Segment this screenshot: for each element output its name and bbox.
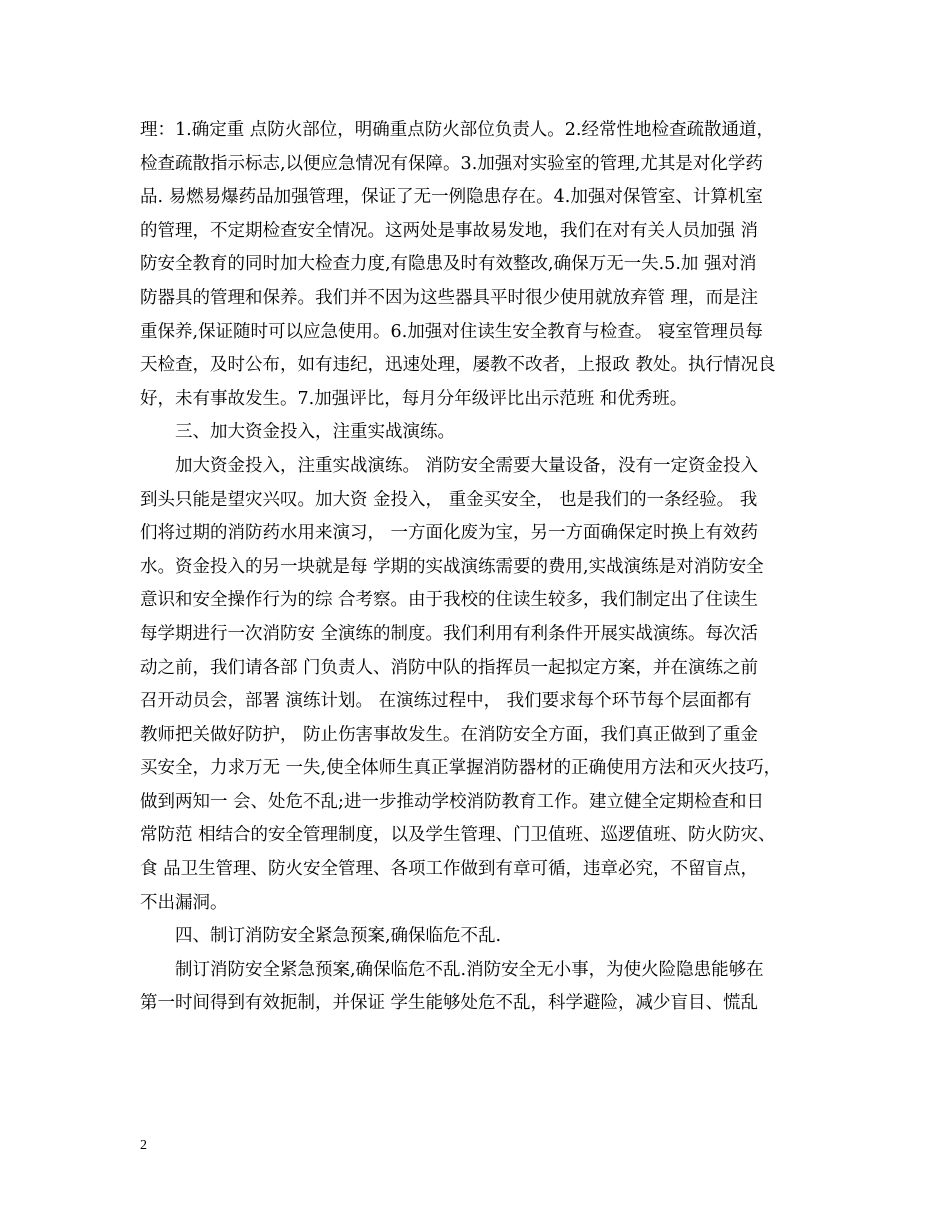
text-line: 重保养,保证随时可以应急使用。6.加强对住读生安全教育与检查。 寝室管理员每 <box>140 321 763 342</box>
section-heading: 四、制订消防安全紧急预案,确保临危不乱. <box>175 926 502 947</box>
text-line: 做到两知一 会、处危不乱;进一步推动学校消防教育工作。建立健全定期检查和日 <box>140 791 764 812</box>
text-line: 到头只能是望灾兴叹。加大资 金投入， 重金买安全， 也是我们的一条经验。 我 <box>140 489 758 510</box>
text-line: 动之前，我们请各部 门负责人、消防中队的指挥员一起拟定方案，并在演练之前 <box>140 657 759 678</box>
text-line: 第一时间得到有效扼制，并保证 学生能够处危不乱，科学避险，减少盲目、慌乱 <box>140 993 759 1014</box>
text-line: 检查疏散指示标志,以便应急情况有保障。3.加强对实验室的管理,尤其是对化学药 <box>140 153 763 174</box>
text-line: 水。资金投入的另一块就是每 学期的实战演练需要的费用,实战演练是对消防安全 <box>140 556 764 577</box>
document-body <box>140 114 830 1021</box>
page-number: 2 <box>140 1138 147 1153</box>
text-line: 常防范 相结合的安全管理制度，以及学生管理、门卫值班、巡逻值班、防火防灾、 <box>140 825 776 846</box>
text-line: 召开动员会，部署 演练计划。 在演练过程中， 我们要求每个环节每个层面都有 <box>140 691 752 712</box>
text-line: 们将过期的消防药水用来演习， 一方面化废为宝，另一方面确保定时换上有效药 <box>140 523 759 544</box>
text-line: 意识和安全操作行为的综 合考察。由于我校的住读生较多，我们制定出了住读生 <box>140 590 759 611</box>
section-heading: 三、加大资金投入，注重实战演练。 <box>175 422 455 443</box>
text-line: 天检查，及时公布，如有违纪，迅速处理，屡教不改者，上报政 教处。执行情况良 <box>140 355 776 376</box>
text-line: 每学期进行一次消防安 全演练的制度。我们利用有利条件开展实战演练。每次活 <box>140 623 759 644</box>
text-line: 不出漏洞。 <box>140 892 228 913</box>
text-line: 制订消防安全紧急预案,确保临危不乱.消防安全无小事，为使火险隐患能够在 <box>175 959 764 980</box>
text-line: 加大资金投入，注重实战演练。 消防安全需要大量设备，没有一定资金投入 <box>175 455 759 476</box>
text-line: 买安全，力求万无 一失,使全体师生真正掌握消防器材的正确使用方法和灭火技巧， <box>140 758 782 779</box>
text-line: 好，未有事故发生。7.加强评比，每月分年级评比出示范班 和优秀班。 <box>140 388 688 409</box>
text-line: 理：1.确定重 点防火部位，明确重点防火部位负责人。2.经常性地检查疏散通道， <box>140 120 774 140</box>
text-line: 防安全教育的同时加大检查力度,有隐患及时有效整改,确保万无一失.5.加 强对消 <box>140 254 757 275</box>
text-line: 品. 易燃易爆药品加强管理，保证了无一例隐患存在。4.加强对保管室、计算机室 <box>140 187 763 208</box>
text-line: 食 品卫生管理、防火安全管理、各项工作做到有章可循，违章必究，不留盲点， <box>140 859 759 880</box>
text-line: 防器具的管理和保养。我们并不因为这些器具平时很少使用就放弃管 理，而是注 <box>140 287 759 308</box>
text-line: 教师把关做好防护， 防止伤害事故发生。在消防安全方面，我们真正做到了重金 <box>140 724 759 745</box>
text-line: 的管理，不定期检查安全情况。这两处是事故易发地，我们在对有关人员加强 消 <box>140 220 759 241</box>
